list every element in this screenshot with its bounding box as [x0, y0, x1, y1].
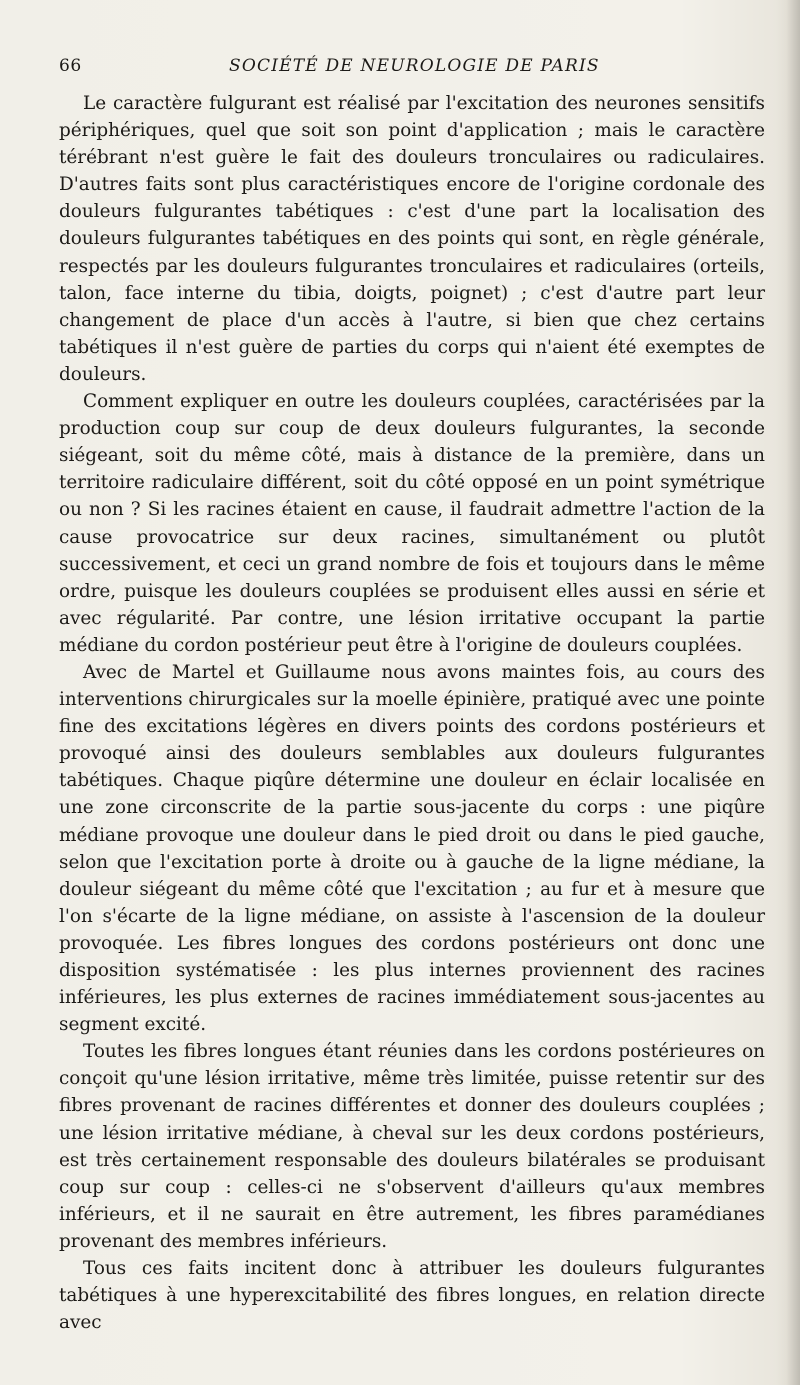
body-text [59, 90, 765, 1336]
paragraph: Le caractère fulgurant est réalisé par l'excitation des neurones sensitifs périphériques, quel que soit son point d'application ; mais le caractère térébrant n'est guère le fait des douleurs tronculaires ou radiculaires. D'autres faits sont plus caractéristiques encore de l'origine cordonale des douleurs fulgurantes tabétiques : c'est d'une part la localisation des douleurs fulgurantes tabétiques en des points qui sont, en règle générale, respectés par les douleurs fulgurantes tronculaires et radiculaires (orteils, talon, face interne du tibia, doigts, poignet) ; c'est d'autre part leur changement de place d'un accès à l'autre, si bien que chez certains tabétiques il n'est guère de parties du corps qui n'aient été exemptes de douleurs. [59, 93, 765, 385]
paragraph-final: Tous ces faits incitent donc à attribuer les douleurs fulgurantes tabétiques à une hyperexcitabilité des fibres longues, en relation directe avec [59, 1258, 765, 1334]
paragraph: Avec de Martel et Guillaume nous avons maintes fois, au cours des interventions chirurgicales sur la moelle épinière, pratiqué avec une pointe fine des excitations légères en divers points des cordons postérieurs et provoqué ainsi des douleurs semblables aux douleurs fulgurantes tabétiques. Chaque piqûre détermine une douleur en éclair localisée en une zone circonscrite de la partie sous-jacente du corps : une piqûre médiane provoque une douleur dans le pied droit ou dans le pied gauche, selon que l'excitation porte à droite ou à gauche de la ligne médiane, la douleur siégeant du même côté que l'excitation ; au fur et à mesure que l'on s'écarte de la ligne médiane, on assiste à l'ascension de la douleur provoquée. Les fibres longues des cordons postérieurs ont donc une disposition systématisée : les plus internes proviennent des racines inférieures, les plus externes de racines immédiatement sous-jacentes au segment excité. [59, 661, 765, 1036]
running-title: SOCIÉTÉ DE NEUROLOGIE DE PARIS [229, 56, 600, 76]
page-header [59, 56, 769, 82]
paragraph: Comment expliquer en outre les douleurs couplées, caractérisées par la production coup sur coup de deux douleurs fulgurantes, la seconde siégeant, soit du même côté, mais à distance de la première, dans un territoire radiculaire différent, soit du côté opposé en un point symétrique ou non ? Si les racines étaient en cause, il faudrait admettre l'action de la cause provocatrice sur deux racines, simultanément ou plutôt successivement, et ceci un grand nombre de fois et toujours dans le même ordre, puisque les douleurs couplées se produisent elles aussi en série et avec régularité. Par contre, une lésion irritative occupant la partie médiane du cordon postérieur peut être à l'origine de douleurs couplées. [59, 391, 765, 656]
page-edge-shadow [786, 0, 800, 1385]
page-number: 66 [59, 56, 82, 76]
paragraph: Toutes les fibres longues étant réunies dans les cordons postérieures on conçoit qu'une lésion irritative, même très limitée, puisse retentir sur des fibres provenant de racines différentes et donner des douleurs couplées ; une lésion irritative médiane, à cheval sur les deux cordons postérieurs, est très certainement responsable des douleurs bilatérales se produisant coup sur coup : celles-ci ne s'observent d'ailleurs qu'aux membres inférieurs, et il ne saurait en être autrement, les fibres paramédianes provenant des membres inférieurs. [59, 1041, 765, 1252]
